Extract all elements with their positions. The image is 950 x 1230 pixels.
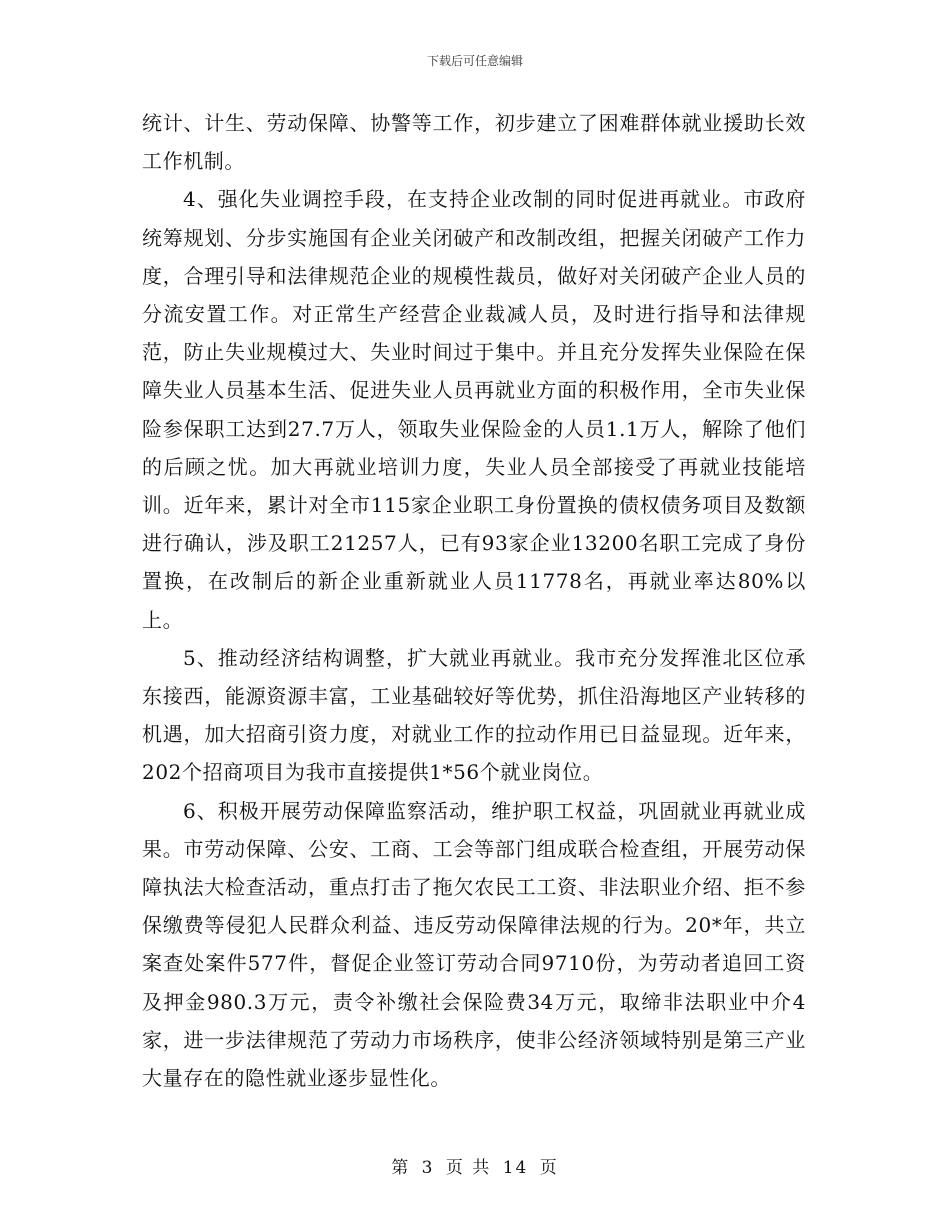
paragraph-continuation: 统计、计生、劳动保障、协警等工作，初步建立了困难群体就业援助长效工作机制。 [142,111,806,174]
footer-label-page: 第 [391,1158,411,1178]
footer-total-pages: 14 [502,1158,529,1178]
footer-label-of: 页 共 [445,1158,492,1178]
paragraph-item-6: 6、积极开展劳动保障监察活动，维护职工权益，巩固就业再就业成果。市劳动保障、公安、工商、工会等部门组成联合检查组，开展劳动保障执法大检查活动，重点打击了拖欠农民工工资、非法职业介绍、拒不参保缴费等侵犯人民群众利益、违反劳动保障律法规的行为。20*年，共立案查处案件577件，督促企业签订劳动合同9710份，为劳动者追回工资及押金980.3万元，责令补缴社会保险费34万元，取缔非法职业中介4家，进一步法律规范了劳动力市场秩序，使非公经济领域特别是第三产业大量存在的隐性就业逐步显性化。 [142,798,806,1091]
paragraph-item-5: 5、推动经济结构调整，扩大就业再就业。我市充分发挥淮北区位承东接西，能源资源丰富，工业基础较好等优势，抓住沿海地区产业转移的机遇，加大招商引资力度，对就业工作的拉动作用已日益显现。近年来，202个招商项目为我市直接提供1*56个就业岗位。 [142,645,806,785]
paragraph-item-4: 4、强化失业调控手段，在支持企业改制的同时促进再就业。市政府统筹规划、分步实施国有企业关闭破产和改制改组，把握关闭破产工作力度，合理引导和法律规范企业的规模性裁员，做好对关闭破产企业人员的分流安置工作。对正常生产经营企业裁减人员，及时进行指导和法律规范，防止失业规模过大、失业时间过于集中。并且充分发挥失业保险在保障失业人员基本生活、促进失业人员再就业方面的积极作用，全市失业保险参保职工达到27.7万人，领取失业保险金的人员1.1万人，解除了他们的后顾之忧。加大再就业培训力度，失业人员全部接受了再就业技能培训。近年来，累计对全市115家企业职工身份置换的债权债务项目及数额进行确认，涉及职工21257人，已有93家企业13200名职工完成了身份置换，在改制后的新企业重新就业人员11778名，再就业率达80%以上。 [142,187,806,632]
footer-current-page: 3 [421,1158,435,1178]
document-body [142,104,806,1097]
page-footer [0,1153,950,1178]
page-header: 下载后可任意编辑 [426,54,523,68]
footer-label-end: 页 [539,1158,559,1178]
